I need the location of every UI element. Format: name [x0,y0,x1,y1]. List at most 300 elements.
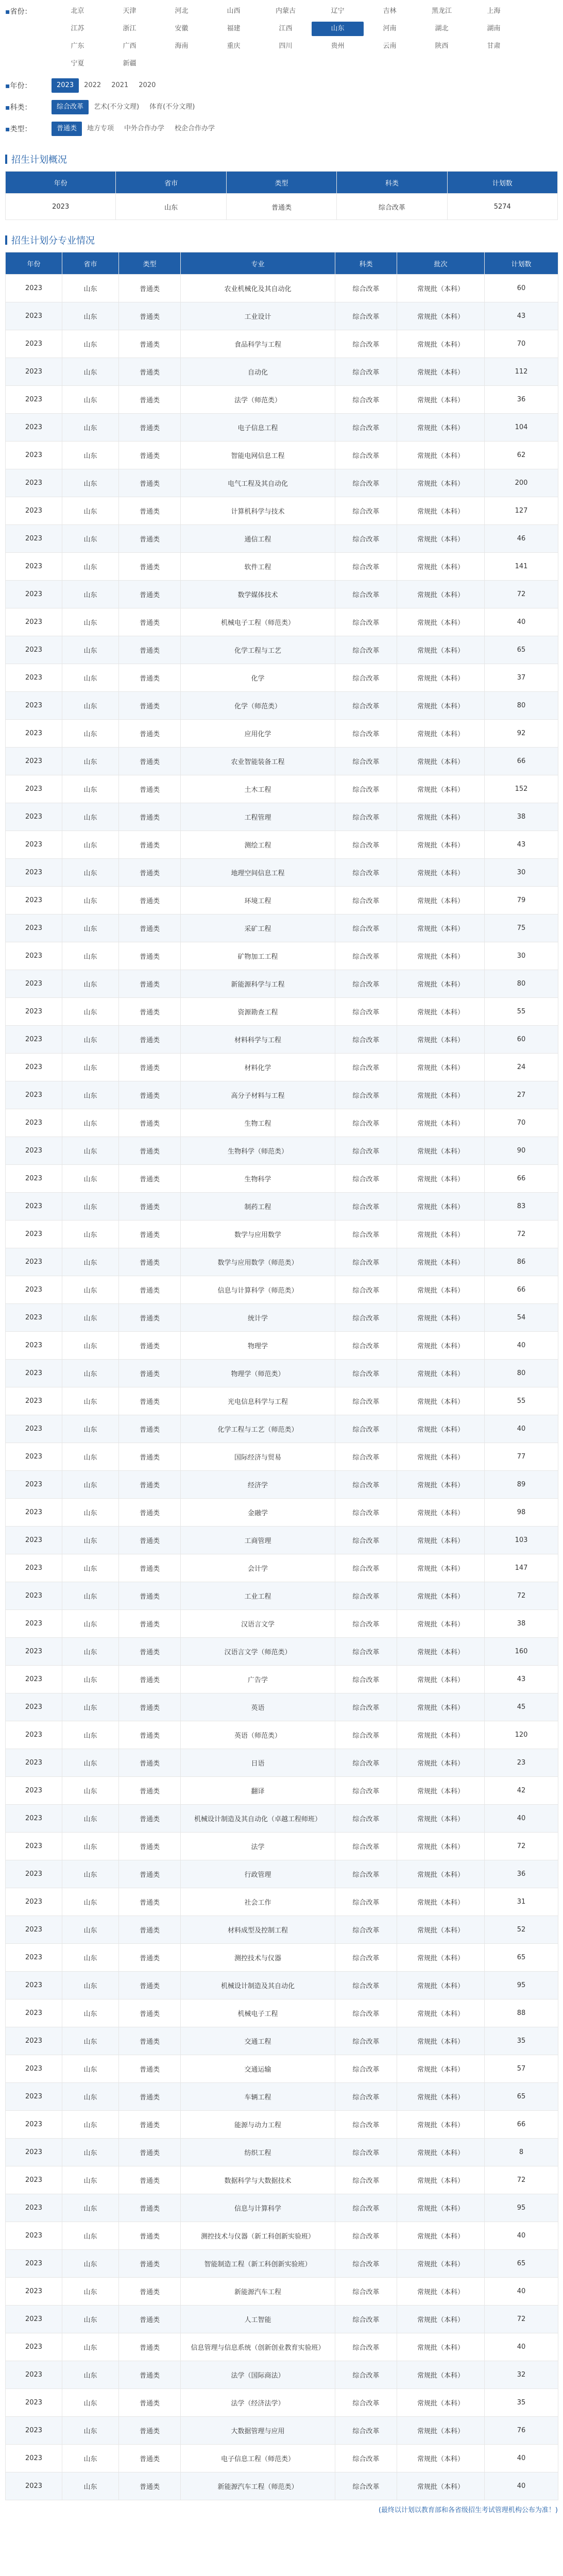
filter-option-province[interactable]: 广东 [71,42,84,50]
table-cell: 山东 [62,2166,119,2194]
major-table [5,252,558,2500]
filter-option-province[interactable]: 吉林 [383,7,397,15]
table-cell: 42 [485,1777,558,1805]
table-cell: 2023 [6,970,62,998]
table-cell: 山东 [62,1777,119,1805]
table-cell: 综合改革 [335,1638,397,1666]
table-row [6,1888,558,1916]
table-cell: 常规批（本科） [397,2194,485,2222]
table-cell: 常规批（本科） [397,1360,485,1387]
table-cell: 机械设计制造及其自动化（卓越工程师班） [181,1805,335,1833]
filter-province [5,4,558,74]
table-cell: 测控技术与仪器（新工科创新实验班） [181,2222,335,2250]
table-cell: 37 [485,664,558,692]
filter-option-province[interactable]: 黑龙江 [431,7,452,15]
table-cell: 综合改革 [335,2472,397,2500]
province-options [52,4,556,74]
table-cell: 2023 [6,1304,62,1332]
table-cell: 山东 [62,1999,119,2027]
table-cell: 2023 [6,2222,62,2250]
table-cell: 2023 [6,1443,62,1471]
table-cell: 综合改革 [335,2389,397,2417]
table-row [6,1054,558,1081]
table-cell: 常规批（本科） [397,1109,485,1137]
table-cell: 常规批（本科） [397,1221,485,1248]
table-cell: 72 [485,2306,558,2333]
table-cell: 常规批（本科） [397,831,485,859]
table-cell: 山东 [62,2083,119,2111]
table-cell: 普通类 [119,1304,181,1332]
table-cell: 山东 [62,859,119,887]
table-cell: 2023 [6,1944,62,1972]
table-cell: 常规批（本科） [397,2055,485,2083]
table-cell: 应用化学 [181,720,335,748]
table-cell: 常规批（本科） [397,2333,485,2361]
table-cell: 常规批（本科） [397,442,485,469]
table-cell: 综合改革 [335,1387,397,1415]
table-cell: 地理空间信息工程 [181,859,335,887]
table-cell: 常规批（本科） [397,581,485,608]
bullet-icon: ▪ [5,125,10,133]
table-cell: 山东 [62,636,119,664]
table-row [6,1777,558,1805]
table-cell: 2023 [6,2194,62,2222]
table-cell: 常规批（本科） [397,275,485,302]
filter-option-province[interactable]: 辽宁 [331,7,345,15]
table-cell: 国际经济与贸易 [181,1443,335,1471]
table-cell: 综合改革 [335,2139,397,2166]
table-cell: 山东 [62,2389,119,2417]
filter-option-province[interactable]: 北京 [71,7,84,15]
table-cell: 2023 [6,1081,62,1109]
filter-option-province[interactable]: 湖南 [487,25,501,32]
table-cell: 2023 [6,914,62,942]
filter-option-province[interactable]: 福建 [227,25,241,32]
table-cell: 66 [485,1276,558,1304]
table-row [6,1554,558,1582]
filter-panel [0,0,563,139]
table-cell: 2023 [6,1721,62,1749]
table-cell: 常规批（本科） [397,2306,485,2333]
table-cell: 山东 [62,1276,119,1304]
filter-option-province[interactable]: 河南 [383,25,397,32]
table-cell: 常规批（本科） [397,330,485,358]
table-cell: 山东 [62,2333,119,2361]
filter-option-province[interactable]: 重庆 [227,42,241,50]
table-cell: 普通类 [119,386,181,414]
filter-option-year[interactable]: 2021 [111,81,129,89]
filter-option-province[interactable]: 贵州 [331,42,345,50]
table-cell: 23 [485,1749,558,1777]
table-cell: 常规批（本科） [397,692,485,720]
table-row [6,1304,558,1332]
table-cell: 2023 [6,1666,62,1693]
table-row [6,2361,558,2389]
table-cell: 43 [485,302,558,330]
table-cell: 英语 [181,1693,335,1721]
table-cell: 32 [485,2361,558,2389]
table-cell: 普通类 [119,525,181,553]
table-cell: 38 [485,803,558,831]
table-cell: 常规批（本科） [397,1860,485,1888]
table-cell: 2023 [6,1109,62,1137]
table-row [6,1471,558,1499]
table-cell: 2023 [6,1582,62,1610]
table-cell: 综合改革 [335,330,397,358]
table-cell: 普通类 [119,2361,181,2389]
filter-option-kind[interactable]: 中外合作办学 [124,125,165,132]
filter-option-province[interactable]: 内蒙古 [275,7,296,15]
table-cell: 常规批（本科） [397,2222,485,2250]
table-cell: 普通类 [119,2166,181,2194]
table-cell: 综合改革 [335,1332,397,1360]
table-row [6,1721,558,1749]
table-cell: 经济学 [181,1471,335,1499]
table-cell: 普通类 [119,2306,181,2333]
filter-option-province[interactable]: 甘肃 [487,42,501,50]
table-cell: 2023 [6,664,62,692]
table-row [6,2055,558,2083]
table-cell: 综合改革 [335,581,397,608]
table-cell: 普通类 [119,581,181,608]
filter-option-province[interactable]: 江苏 [71,25,84,32]
table-cell: 35 [485,2389,558,2417]
table-cell: 日语 [181,1749,335,1777]
table-cell: 31 [485,1888,558,1916]
table-cell: 57 [485,2055,558,2083]
table-cell: 普通类 [119,1387,181,1415]
table-cell: 综合改革 [335,1471,397,1499]
column-header: 科类 [337,172,447,194]
filter-option-province[interactable]: 河北 [175,7,189,15]
table-cell: 山东 [62,525,119,553]
table-cell: 24 [485,1054,558,1081]
filter-option-province[interactable]: 安徽 [175,25,189,32]
table-cell: 160 [485,1638,558,1666]
table-row [6,1666,558,1693]
table-cell: 常规批（本科） [397,803,485,831]
table-cell: 山东 [62,2194,119,2222]
major-title: 招生计划分专业情况 [11,235,95,246]
filter-option-province[interactable]: 海南 [175,42,189,50]
table-cell: 新能源汽车工程 [181,2278,335,2306]
table-cell: 普通类 [119,442,181,469]
table-cell: 数据科学与大数据技术 [181,2166,335,2194]
table-row [6,1916,558,1944]
table-cell: 40 [485,2445,558,2472]
table-cell: 常规批（本科） [397,2083,485,2111]
table-cell: 普通类 [119,2389,181,2417]
table-cell: 翻译 [181,1777,335,1805]
table-cell: 80 [485,1360,558,1387]
table-cell: 2023 [6,1805,62,1833]
table-cell: 54 [485,1304,558,1332]
filter-option-kind[interactable]: 普通类 [52,122,82,136]
table-cell: 山东 [62,1165,119,1193]
table-cell: 综合改革 [335,1944,397,1972]
table-cell: 法学（经济法学） [181,2389,335,2417]
filter-option-province[interactable]: 浙江 [123,25,137,32]
table-cell: 40 [485,2278,558,2306]
table-cell: 综合改革 [335,1582,397,1610]
filter-option-province[interactable]: 湖北 [435,25,449,32]
table-cell: 2023 [6,553,62,581]
table-cell: 65 [485,2250,558,2278]
table-cell: 综合改革 [335,2111,397,2139]
filter-option-type[interactable]: 艺术(不分文理) [94,103,140,111]
filter-option-province[interactable]: 山西 [227,7,241,15]
table-cell: 山东 [62,358,119,386]
table-cell: 机械电子工程（师范类） [181,608,335,636]
table-row [6,720,558,748]
table-row [6,414,558,442]
table-cell: 法学（师范类） [181,386,335,414]
table-cell: 山东 [62,2361,119,2389]
table-cell: 采矿工程 [181,914,335,942]
table-cell: 常规批（本科） [397,1972,485,1999]
table-cell: 物理学（师范类） [181,1360,335,1387]
table-row [6,358,558,386]
table-cell: 山东 [62,2472,119,2500]
table-cell: 农业智能装备工程 [181,748,335,775]
table-cell: 66 [485,748,558,775]
table-row [6,831,558,859]
table-cell: 常规批（本科） [397,2111,485,2139]
filter-option-type[interactable]: 体育(不分文理) [149,103,195,111]
table-row [6,1443,558,1471]
table-cell: 综合改革 [335,970,397,998]
table-cell: 2023 [6,442,62,469]
table-cell: 2023 [6,2306,62,2333]
table-row [6,2027,558,2055]
table-cell: 常规批（本科） [397,1443,485,1471]
table-cell: 2023 [6,302,62,330]
table-cell: 综合改革 [335,1499,397,1527]
table-cell: 普通类 [119,2417,181,2445]
table-cell: 常规批（本科） [397,1749,485,1777]
column-header: 计划数 [447,172,557,194]
table-cell: 软件工程 [181,553,335,581]
table-row [6,2139,558,2166]
table-cell: 2023 [6,1471,62,1499]
table-row [6,469,558,497]
table-cell: 2023 [6,1360,62,1387]
table-cell: 综合改革 [335,887,397,914]
filter-option-province[interactable]: 广西 [123,42,137,50]
table-cell: 88 [485,1999,558,2027]
table-cell: 综合改革 [335,2083,397,2111]
table-cell: 98 [485,1499,558,1527]
table-cell: 纺织工程 [181,2139,335,2166]
column-header: 计划数 [485,252,558,275]
table-cell: 72 [485,2166,558,2194]
table-cell: 72 [485,1833,558,1860]
table-cell: 普通类 [119,1081,181,1109]
filter-option-province[interactable]: 陕西 [435,42,449,50]
table-cell: 生物工程 [181,1109,335,1137]
table-cell: 综合改革 [335,2222,397,2250]
table-cell: 综合改革 [335,2417,397,2445]
table-cell: 2023 [6,414,62,442]
table-cell: 2023 [6,358,62,386]
filter-option-province[interactable]: 云南 [383,42,397,50]
table-header-row [6,172,558,194]
table-cell: 普通类 [119,803,181,831]
table-cell: 法学 [181,1833,335,1860]
table-cell: 山东 [62,1749,119,1777]
table-cell: 95 [485,1972,558,1999]
table-cell: 200 [485,469,558,497]
table-cell: 常规批（本科） [397,1721,485,1749]
table-cell: 综合改革 [335,664,397,692]
table-cell: 常规批（本科） [397,302,485,330]
table-cell: 常规批（本科） [397,664,485,692]
column-header: 省市 [62,252,119,275]
filter-option-province[interactable]: 天津 [123,7,137,15]
table-cell: 常规批（本科） [397,1081,485,1109]
table-cell: 普通类 [119,414,181,442]
table-cell: 40 [485,608,558,636]
bullet-icon: ▪ [5,82,10,90]
table-cell: 2023 [6,831,62,859]
table-cell: 常规批（本科） [397,2250,485,2278]
table-cell: 山东 [62,1888,119,1916]
filter-option-province[interactable]: 宁夏 [71,60,84,67]
table-row [6,1193,558,1221]
filter-option-province[interactable]: 上海 [487,7,501,15]
table-cell: 2023 [6,942,62,970]
table-row [6,2333,558,2361]
table-cell: 普通类 [119,2222,181,2250]
table-cell: 综合改革 [335,831,397,859]
table-cell: 综合改革 [335,386,397,414]
table-cell: 物理学 [181,1332,335,1360]
table-cell: 资源勘查工程 [181,998,335,1026]
table-cell: 综合改革 [335,2250,397,2278]
table-row [6,1221,558,1248]
filter-option-kind[interactable]: 地方专项 [87,125,114,132]
table-cell: 山东 [62,330,119,358]
table-cell: 山东 [62,664,119,692]
table-cell: 社会工作 [181,1888,335,1916]
table-cell: 信息与计算科学（师范类） [181,1276,335,1304]
table-cell: 2023 [6,275,62,302]
table-cell: 山东 [62,2278,119,2306]
table-cell: 常规批（本科） [397,636,485,664]
table-cell: 普通类 [119,1360,181,1387]
table-cell: 2023 [6,2389,62,2417]
table-cell: 常规批（本科） [397,2027,485,2055]
table-cell: 常规批（本科） [397,1499,485,1527]
filter-option-province[interactable]: 新疆 [123,60,137,67]
table-cell: 2023 [6,2111,62,2139]
table-cell: 普通类 [119,859,181,887]
table-cell: 山东 [62,386,119,414]
table-cell: 72 [485,1582,558,1610]
table-row [6,2278,558,2306]
table-cell: 山东 [62,1610,119,1638]
table-cell: 山东 [62,914,119,942]
overview-title: 招生计划概况 [11,155,67,165]
table-cell: 30 [485,859,558,887]
table-cell: 2023 [6,775,62,803]
table-cell: 普通类 [119,358,181,386]
table-cell: 普通类 [119,1582,181,1610]
table-row [6,608,558,636]
table-cell: 76 [485,2417,558,2445]
table-cell: 综合改革 [335,859,397,887]
table-cell: 2023 [6,1415,62,1443]
table-cell: 汉语言文学（师范类） [181,1638,335,1666]
filter-option-year[interactable]: 2023 [52,78,79,93]
table-cell: 普通类 [119,330,181,358]
filter-option-province[interactable]: 江西 [279,25,293,32]
table-cell: 常规批（本科） [397,1638,485,1666]
filter-option-year[interactable]: 2022 [84,81,101,89]
table-cell: 8 [485,2139,558,2166]
table-cell: 矿物加工工程 [181,942,335,970]
table-row [6,664,558,692]
table-cell: 机械设计制造及其自动化 [181,1972,335,1999]
table-cell: 普通类 [119,469,181,497]
table-cell: 农业机械化及其自动化 [181,275,335,302]
filter-label-type: ▪科类： [5,104,32,112]
table-cell: 山东 [62,720,119,748]
table-row [6,2222,558,2250]
table-cell: 2023 [6,1137,62,1165]
table-row [6,998,558,1026]
table-cell: 普通类 [119,970,181,998]
table-cell: 常规批（本科） [397,469,485,497]
table-row [6,942,558,970]
table-row [6,887,558,914]
table-cell: 2023 [6,1026,62,1054]
filter-option-type[interactable]: 综合改革 [52,100,89,114]
table-row [6,2417,558,2445]
table-cell: 山东 [62,1193,119,1221]
filter-option-kind[interactable]: 校企合作办学 [175,125,215,132]
filter-option-province[interactable]: 山东 [312,22,364,36]
table-cell: 2023 [6,692,62,720]
table-cell: 综合改革 [335,2055,397,2083]
table-row [6,1972,558,1999]
table-cell: 山东 [62,775,119,803]
table-cell: 综合改革 [335,2361,397,2389]
table-cell: 山东 [62,1666,119,1693]
table-cell: 常规批（本科） [397,1916,485,1944]
table-cell: 2023 [6,608,62,636]
table-cell: 普通类 [119,748,181,775]
table-cell: 72 [485,581,558,608]
table-cell: 普通类 [119,2111,181,2139]
filter-option-province[interactable]: 四川 [279,42,293,50]
table-cell: 综合改革 [335,692,397,720]
filter-option-year[interactable]: 2020 [139,81,156,89]
table-cell: 交通运输 [181,2055,335,2083]
table-cell: 2023 [6,887,62,914]
table-cell: 普通类 [119,2250,181,2278]
table-cell: 测控技术与仪器 [181,1944,335,1972]
table-cell: 普通类 [119,2027,181,2055]
table-cell: 普通类 [119,2278,181,2306]
table-cell: 山东 [62,1221,119,1248]
column-header: 科类 [335,252,397,275]
table-cell: 综合改革 [335,1221,397,1248]
table-cell: 综合改革 [335,720,397,748]
table-cell: 147 [485,1554,558,1582]
table-cell: 2023 [6,998,62,1026]
table-cell: 山东 [62,2250,119,2278]
